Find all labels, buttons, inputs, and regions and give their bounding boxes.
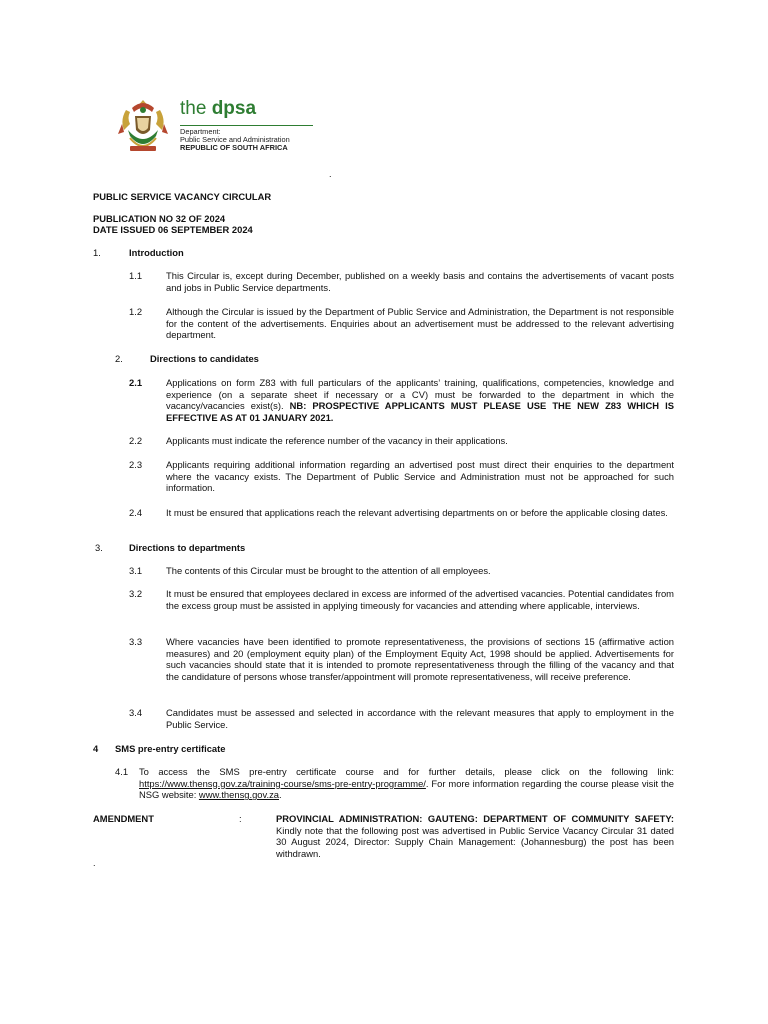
logo-line-3: REPUBLIC OF SOUTH AFRICA — [180, 143, 288, 153]
para-1-2: Although the Circular is issued by the Department of Public Service and Administration, the Department is not responsible for the content of the advertisements. Enquiries about an advertisement must be addressed to the relevant advertising department. — [166, 306, 674, 341]
para-2-3-number: 2.3 — [129, 459, 143, 470]
amendment-notice — [276, 813, 674, 859]
section-2-title: Directions to candidates — [150, 353, 259, 364]
para-4-1 — [139, 766, 674, 801]
para-4-1-text-b: . For more information regarding the course please visit the NSG website: — [139, 777, 674, 801]
nsg-website-link[interactable]: www.thensg.gov.za — [198, 789, 279, 801]
para-2-4: It must be ensured that applications reach the relevant advertising departments on or before the applicable closing dates. — [166, 507, 668, 518]
brand-the: the — [180, 98, 207, 119]
para-2-1-text: Applications on form Z83 with full particulars of the applicants’ training, qualifications, competencies, knowledge and experience (on a separate sheet if necessary or a CV) must be forwarded to the department in which the vacancy/vacancies exist(s). — [166, 377, 674, 412]
amendment-colon: : — [239, 813, 242, 824]
section-3-number: 3. — [95, 542, 103, 553]
date-issued: DATE ISSUED 06 SEPTEMBER 2024 — [93, 224, 253, 235]
para-3-1: The contents of this Circular must be brought to the attention of all employees. — [166, 565, 491, 576]
section-2-number: 2. — [115, 353, 123, 364]
para-2-1-notice: NB: PROSPECTIVE APPLICANTS MUST PLEASE USE THE NEW Z83 WHICH IS EFFECTIVE AS AT 01 JANUARY 2021. — [166, 400, 675, 423]
stray-dot-bottom: . — [93, 858, 96, 868]
circular-title: PUBLIC SERVICE VACANCY CIRCULAR — [93, 191, 272, 202]
para-4-1-number: 4.1 — [115, 766, 129, 777]
stray-dot: . — [329, 169, 332, 179]
logo-department — [180, 128, 290, 153]
para-3-3-number: 3.3 — [129, 636, 143, 647]
amendment-label: AMENDMENT — [93, 813, 154, 824]
para-2-1 — [166, 377, 674, 423]
para-4-1-text-c: . — [279, 789, 282, 801]
brand-dpsa: dpsa — [211, 98, 257, 119]
coat-of-arms-icon — [112, 94, 174, 160]
para-2-1-number: 2.1 — [129, 377, 143, 388]
amendment-department: PROVINCIAL ADMINISTRATION: GAUTENG: DEPARTMENT OF COMMUNITY SAFETY: — [276, 813, 674, 824]
sms-course-link[interactable]: https://www.thensg.gov.za/training-course/sms-pre-entry-programme/ — [139, 777, 426, 789]
section-1-number: 1. — [93, 247, 101, 258]
logo-line-1: Department: — [180, 127, 221, 136]
section-4-title: SMS pre-entry certificate — [115, 743, 226, 754]
logo-line-2: Public Service and Administration — [180, 135, 290, 145]
publication-number: PUBLICATION NO 32 OF 2024 — [93, 213, 226, 224]
logo-divider — [180, 125, 313, 126]
para-3-2-number: 3.2 — [129, 588, 143, 599]
section-3-title: Directions to departments — [129, 542, 246, 553]
dpsa-logo — [112, 94, 317, 160]
amendment-text: Kindly note that the following post was advertised in Public Service Vacancy Circular 31 dated 30 August 2024, Director: Supply Chain Management: (Johannesburg) the post has been withdrawn. — [276, 824, 674, 859]
para-4-1-text-a: To access the SMS pre-entry certificate course and for further details, please click on the following link: — [139, 766, 674, 777]
para-2-2-number: 2.2 — [129, 435, 143, 446]
para-1-2-number: 1.2 — [129, 306, 143, 317]
para-3-1-number: 3.1 — [129, 565, 143, 576]
para-3-3: Where vacancies have been identified to promote representativeness, the provisions of sections 15 (affirmative action measures) and 20 (employment equity plan) of the Employment Equity Act, 1998 should be applied. Advertisements for such vacancies should state that it is intended to promote representativeness through the filling of the vacancy and that the candidature of persons whose transfer/appointment will promote representativeness, will receive preference. — [166, 636, 674, 682]
para-2-4-number: 2.4 — [129, 507, 143, 518]
para-3-2: It must be ensured that employees declared in excess are informed of the advertised vacancies. Potential candidates from the excess group must be assisted in applying timeously for vacancies and attending where applicable, interviews. — [166, 588, 674, 611]
para-2-2: Applicants must indicate the reference number of the vacancy in their applications. — [166, 435, 508, 446]
para-1-1-number: 1.1 — [129, 270, 143, 281]
para-2-3: Applicants requiring additional information regarding an advertised post must direct their enquiries to the department where the vacancy exists. The Department of Public Service and Administration must not be approached for such information. — [166, 459, 674, 494]
para-3-4-number: 3.4 — [129, 707, 143, 718]
section-1-title: Introduction — [129, 247, 184, 258]
section-4-number: 4 — [93, 743, 99, 754]
para-3-4: Candidates must be assessed and selected in accordance with the relevant measures that apply to employment in the Public Service. — [166, 707, 674, 730]
para-1-1: This Circular is, except during December, published on a weekly basis and contains the advertisements of vacant posts and jobs in Public Service departments. — [166, 270, 674, 293]
